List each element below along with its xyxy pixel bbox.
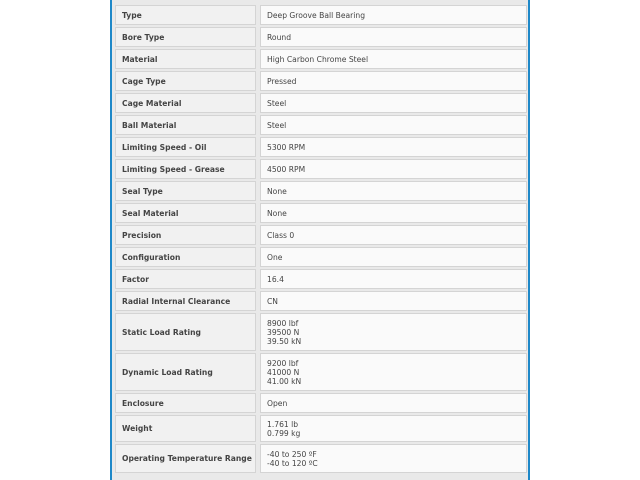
spec-value [260, 415, 527, 442]
spec-label: Seal Material [115, 203, 256, 223]
spec-value-line: 39500 N [267, 327, 300, 337]
spec-value-line: None [267, 208, 287, 218]
spec-value-line: 5300 RPM [267, 142, 306, 152]
spec-label: Cage Type [115, 71, 256, 91]
spec-value [260, 181, 527, 201]
spec-value-line: 41000 N [267, 367, 300, 377]
spec-panel [110, 0, 530, 480]
spec-value [260, 27, 527, 47]
spec-value-line: 8900 lbf [267, 318, 299, 328]
spec-row [115, 137, 527, 157]
spec-label: Cage Material [115, 93, 256, 113]
spec-value [260, 269, 527, 289]
spec-value [260, 5, 527, 25]
spec-value-line: 1.761 lb [267, 419, 299, 429]
spec-value [260, 115, 527, 135]
spec-label: Weight [115, 415, 256, 442]
spec-value [260, 247, 527, 267]
spec-label: Precision [115, 225, 256, 245]
spec-value [260, 291, 527, 311]
spec-value-line: Round [267, 32, 292, 42]
spec-value-line: 41.00 kN [267, 376, 302, 386]
specifications-body [115, 5, 527, 473]
spec-label: Seal Type [115, 181, 256, 201]
spec-row [115, 291, 527, 311]
specifications-table [115, 3, 527, 475]
spec-row [115, 181, 527, 201]
spec-label: Radial Internal Clearance [115, 291, 256, 311]
spec-row [115, 115, 527, 135]
spec-value-line: 9200 lbf [267, 358, 299, 368]
spec-label: Configuration [115, 247, 256, 267]
spec-value-line: High Carbon Chrome Steel [267, 54, 369, 64]
spec-value [260, 353, 527, 391]
spec-value [260, 49, 527, 69]
spec-row [115, 313, 527, 351]
spec-row [115, 225, 527, 245]
spec-row [115, 49, 527, 69]
spec-row [115, 203, 527, 223]
spec-value-line: Pressed [267, 76, 297, 86]
spec-value [260, 444, 527, 473]
spec-label: Bore Type [115, 27, 256, 47]
spec-label: Enclosure [115, 393, 256, 413]
spec-label: Operating Temperature Range [115, 444, 256, 473]
spec-value-line: 39.50 kN [267, 336, 302, 346]
spec-value-line: 16.4 [267, 274, 284, 284]
spec-row [115, 444, 527, 473]
spec-label: Type [115, 5, 256, 25]
spec-row [115, 5, 527, 25]
spec-value [260, 225, 527, 245]
spec-value-line: Class 0 [267, 230, 295, 240]
spec-value-line: Deep Groove Ball Bearing [267, 10, 366, 20]
spec-value [260, 71, 527, 91]
spec-label: Material [115, 49, 256, 69]
spec-value-line: 0.799 kg [267, 428, 301, 438]
spec-label: Factor [115, 269, 256, 289]
spec-value-line: Steel [267, 120, 287, 130]
spec-value-line: -40 to 250 ºF [267, 449, 317, 459]
spec-value [260, 203, 527, 223]
spec-row [115, 269, 527, 289]
spec-value-line: Steel [267, 98, 287, 108]
spec-value-line: CN [267, 296, 278, 306]
spec-label: Static Load Rating [115, 313, 256, 351]
spec-label: Limiting Speed - Grease [115, 159, 256, 179]
spec-row [115, 415, 527, 442]
spec-label: Limiting Speed - Oil [115, 137, 256, 157]
spec-value-line: None [267, 186, 287, 196]
spec-row [115, 93, 527, 113]
spec-row [115, 27, 527, 47]
spec-row [115, 159, 527, 179]
spec-value [260, 137, 527, 157]
spec-value-line: Open [267, 398, 288, 408]
spec-row [115, 71, 527, 91]
spec-label: Ball Material [115, 115, 256, 135]
spec-row [115, 393, 527, 413]
spec-value [260, 93, 527, 113]
spec-row [115, 247, 527, 267]
spec-value [260, 393, 527, 413]
spec-value-line: 4500 RPM [267, 164, 306, 174]
spec-row [115, 353, 527, 391]
spec-value-line: -40 to 120 ºC [267, 458, 318, 468]
spec-label: Dynamic Load Rating [115, 353, 256, 391]
spec-value-line: One [267, 252, 283, 262]
spec-value [260, 313, 527, 351]
spec-value [260, 159, 527, 179]
